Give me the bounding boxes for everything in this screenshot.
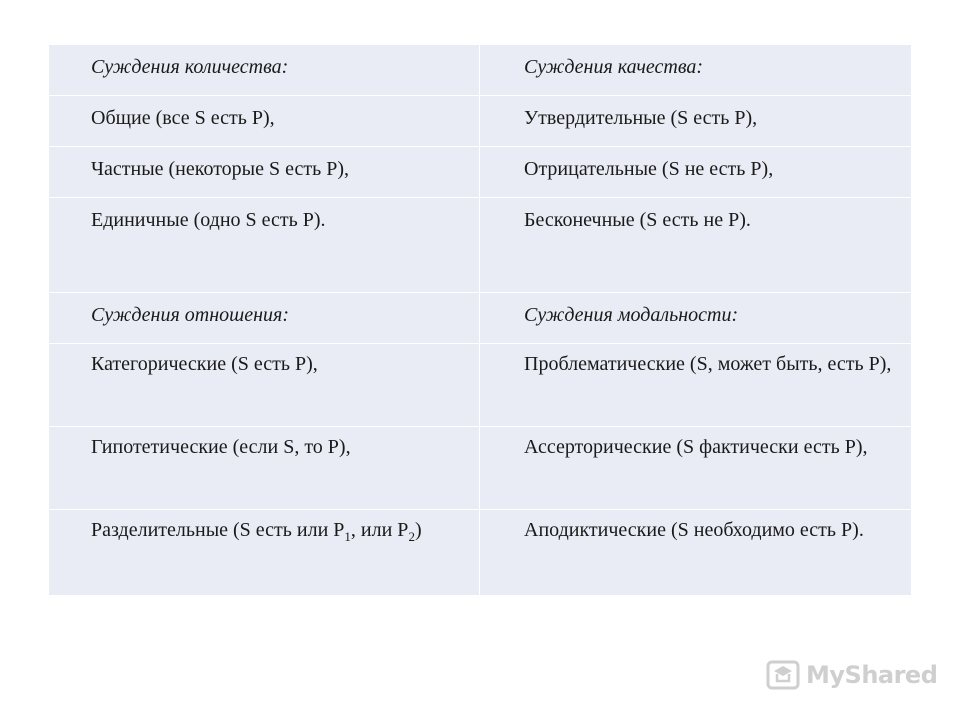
judgment-type: Гипотетические (если S, то Р), [91, 436, 351, 458]
table-cell [49, 45, 480, 96]
watermark-logo [766, 658, 937, 692]
category-heading: Суждения количества: [91, 56, 289, 78]
table-cell [480, 427, 912, 510]
subscript: 2 [408, 529, 415, 544]
judgment-type [55, 516, 473, 544]
table-cell [480, 45, 912, 96]
subscript: 1 [344, 529, 351, 544]
table-cell [480, 96, 912, 147]
judgment-type: Утвердительные (S есть Р), [524, 107, 758, 129]
category-heading: Суждения модальности: [524, 304, 739, 326]
judgment-type: Ассерторические (S фактически есть Р), [524, 436, 868, 458]
table-cell [480, 293, 912, 344]
text-part: ) [414, 519, 422, 541]
table-cell [480, 510, 912, 596]
table-row [49, 198, 912, 293]
judgment-type: Единичные (одно S есть Р). [91, 209, 326, 231]
table-row [49, 293, 912, 344]
mortarboard-icon [766, 658, 800, 692]
table-cell [480, 198, 912, 293]
judgment-type: Отрицательные (S не есть Р), [524, 158, 774, 180]
table-cell [49, 427, 480, 510]
category-heading: Суждения качества: [524, 56, 704, 78]
judgments-table [48, 44, 912, 596]
table-cell [480, 147, 912, 198]
category-heading: Суждения отношения: [91, 304, 289, 326]
judgment-type: Категорические (S есть Р), [91, 353, 318, 375]
judgment-type: Аподиктические (S необходимо есть Р). [524, 519, 864, 541]
table-row [49, 510, 912, 596]
text-part: , или Р [350, 519, 409, 541]
table-cell [49, 147, 480, 198]
table-row [49, 427, 912, 510]
text-part: Разделительные (S есть или Р [91, 519, 345, 541]
table-row [49, 344, 912, 427]
table-cell [480, 344, 912, 427]
table-cell [49, 510, 480, 596]
table-row [49, 147, 912, 198]
watermark-text: MyShared [806, 661, 938, 689]
table-cell [49, 198, 480, 293]
table-cell [49, 293, 480, 344]
table-cell [49, 344, 480, 427]
judgment-type: Бесконечные (S есть не Р). [524, 209, 751, 231]
judgment-type: Проблематические (S, может быть, есть Р), [524, 353, 892, 375]
judgment-type: Общие (все S есть Р), [91, 107, 275, 129]
judgment-type: Частные (некоторые S есть Р), [91, 158, 349, 180]
table-cell [49, 96, 480, 147]
table-row [49, 45, 912, 96]
table-row [49, 96, 912, 147]
